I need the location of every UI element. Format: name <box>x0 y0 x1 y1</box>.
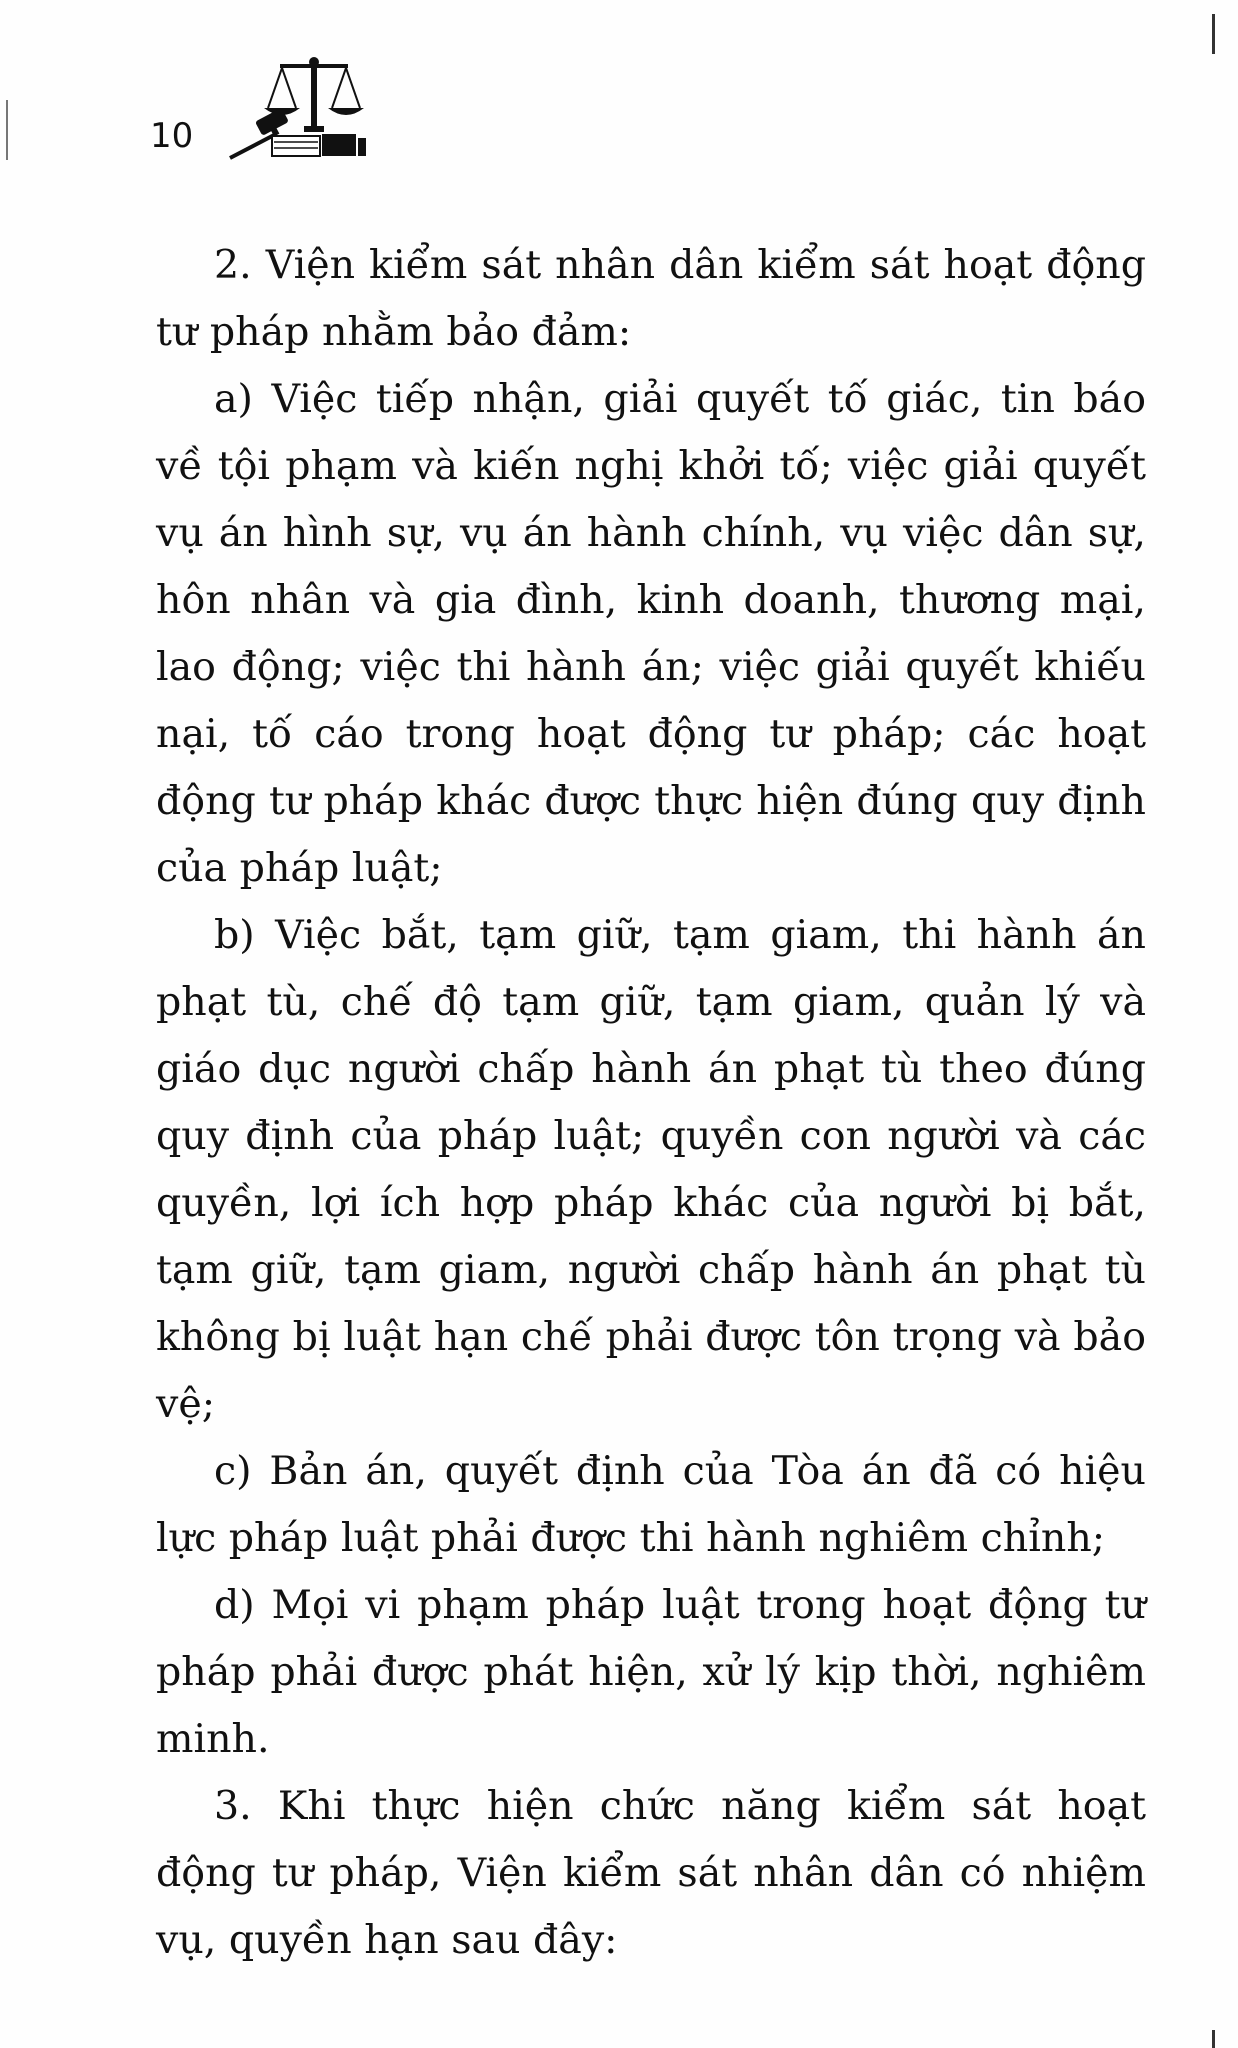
paragraph-c: c) Bản án, quyết định của Tòa án đã có hiệu lực pháp luật phải được thi hành nghiêm chỉnh; <box>156 1448 1146 1561</box>
paragraph-2: 2. Viện kiểm sát nhân dân kiểm sát hoạt động tư pháp nhằm bảo đảm: <box>156 242 1146 355</box>
paragraph-b: b) Việc bắt, tạm giữ, tạm giam, thi hành án phạt tù, chế độ tạm giữ, tạm giam, quản lý và giáo dục người chấp hành án phạt tù theo đúng quy định của pháp luật; quyền con người và các quyền, lợi ích hợp pháp khác của người bị bắt, tạm giữ, tạm giam, người chấp hành án phạt tù không bị luật hạn chế phải được tôn trọng và bảo vệ; <box>156 912 1146 1427</box>
page-number: 10 <box>150 116 194 156</box>
page-edge-mark-right <box>1212 14 1215 54</box>
paragraph-a: a) Việc tiếp nhận, giải quyết tố giác, tin báo về tội phạm và kiến nghị khởi tố; việc giải quyết vụ án hình sự, vụ án hành chính, vụ việc dân sự, hôn nhân và gia đình, kinh doanh, thương mại, lao động; việc thi hành án; việc giải quyết khiếu nại, tố cáo trong hoạt động tư pháp; các hoạt động tư pháp khác được thực hiện đúng quy định của pháp luật; <box>156 376 1146 891</box>
page-edge-mark-bottom <box>1212 2030 1215 2048</box>
paragraph-3: 3. Khi thực hiện chức năng kiểm sát hoạt động tư pháp, Viện kiểm sát nhân dân có nhiệm vụ, quyền hạn sau đây: <box>156 1783 1146 1963</box>
page-header <box>150 50 450 170</box>
scales-of-justice-icon <box>222 50 382 160</box>
page-body <box>156 232 1146 1974</box>
paragraph-d: d) Mọi vi phạm pháp luật trong hoạt động tư pháp phải được phát hiện, xử lý kịp thời, nghiêm minh. <box>156 1582 1146 1762</box>
page-edge-mark-left <box>6 100 8 160</box>
